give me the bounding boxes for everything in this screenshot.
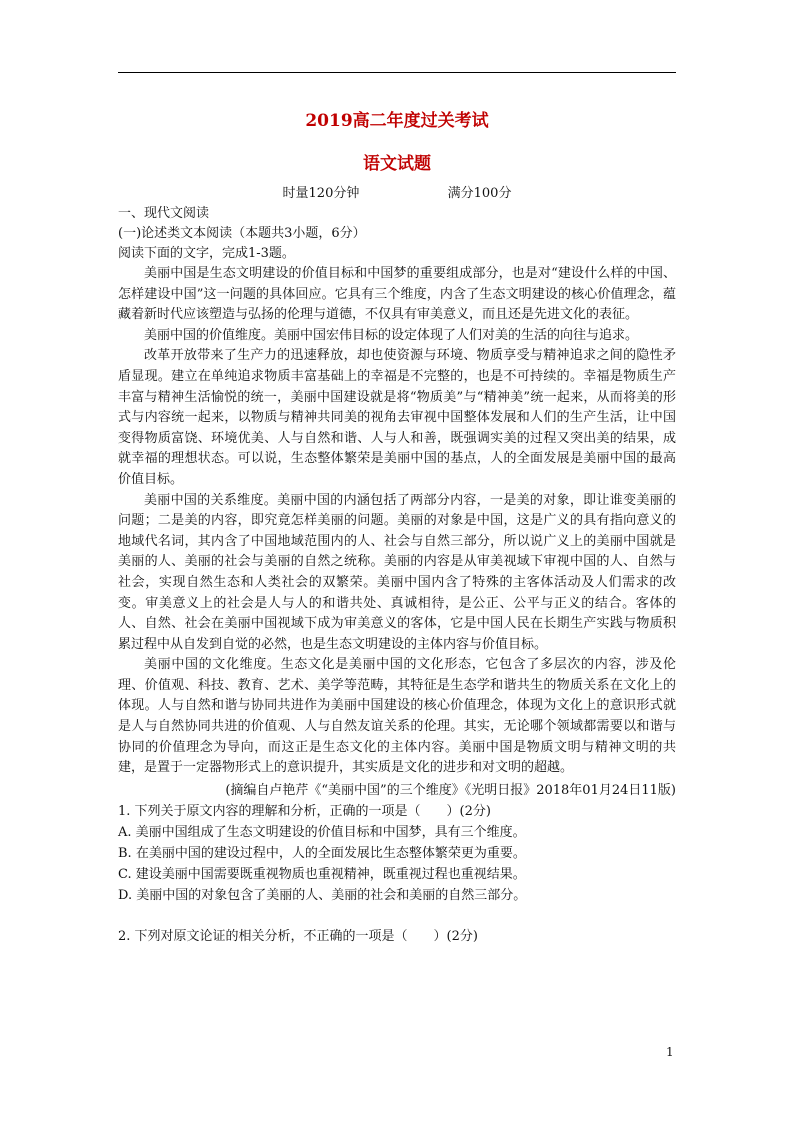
question-1-option-a: A. 美丽中国组成了生态文明建设的价值目标和中国梦，具有三个维度。	[118, 824, 526, 840]
section-subheading: (一)论述类文本阅读（本题共3小题，6分）	[118, 226, 366, 241]
passage-paragraph: 美丽中国的关系维度。美丽中国的内涵包括了两部分内容，一是美的对象，即让谁变美丽的问题；二是美的内容，即究竟怎样美丽的问题。美丽的对象是中国，这是广义的具有指向意义的地域代名词，其内含了中国地域范围内的人、社会与自然三部分，所以说广义上的美丽中国就是美丽的人、美丽的社会与美丽的自然之统称。美丽的内容是从审美视域下审视中国的人、自然与社会，实现自然生态和人类社会的双繁荣。美丽中国内含了特殊的主客体活动及人们需求的改变。审美意义上的社会是人与人的和谐共处、真诚相待，是公正、公平与正义的结合。客体的人、自然、社会在美丽中国视域下成为审美意义的客体，它是中国人民在长期生产实践与物质积累过程中从自发到自觉的必然，也是生态文明建设的主体内容与价值目标。	[118, 492, 676, 652]
exam-meta	[0, 182, 794, 201]
page-number: 1	[666, 1045, 674, 1059]
exam-subtitle: 语文试题	[363, 154, 431, 174]
full-score: 满分100分	[447, 186, 512, 201]
passage-paragraph: 美丽中国的文化维度。生态文化是美丽中国的文化形态，它包含了多层次的内容，涉及伦理、价值观、科技、教育、艺术、美学等范畴，其特征是生态学和谐共生的物质关系在文化上的体现。人与自然和谐与协同共进作为美丽中国建设的核心价值理念，体现为文化上的意识形式就是人与自然协同共进的价值观、人与自然友谊关系的伦理。其实，无论哪个领域都需要以和谐与协同的价值理念为导向，而这正是生态文化的主体内容。美丽中国是物质文明与精神文明的共建，是置于一定器物形式上的意识提升，其实质是文化的进步和对文明的超越。	[118, 657, 676, 776]
header-rule	[118, 72, 676, 73]
question-1-stem: 1. 下列关于原文内容的理解和分析，正确的一项是（ ）(2分)	[118, 803, 491, 819]
time-limit: 时量120分钟	[282, 186, 360, 201]
reading-instruction: 阅读下面的文字，完成1-3题。	[118, 246, 295, 261]
question-1-option-b: B. 在美丽中国的建设过程中，人的全面发展比生态整体繁荣更为重要。	[118, 845, 526, 861]
passage-source: (摘编自卢艳芹《“美丽中国”的三个维度》《光明日报》2018年01月24日11版)	[225, 782, 676, 798]
exam-content	[118, 204, 676, 947]
question-1-option-d: D. 美丽中国的对象包含了美丽的人、美丽的社会和美丽的自然三部分。	[118, 887, 527, 903]
passage-paragraph: 美丽中国是生态文明建设的价值目标和中国梦的重要组成部分，也是对“建设什么样的中国、怎样建设中国”这一问题的具体回应。它具有三个维度，内含了生态文明建设的核心价值理念，蕴藏着新时代应该塑造与弘扬的伦理与道德，不仅具有审美意义，而且还是先进文化的表征。	[118, 266, 676, 323]
question-1-option-c: C. 建设美丽中国需要既重视物质也重视精神，既重视过程也重视结果。	[118, 866, 526, 882]
exam-title: 2019高二年度过关考试	[305, 111, 489, 131]
passage-paragraph: 改革开放带来了生产力的迅速释放，却也使资源与环境、物质享受与精神追求之间的隐性矛盾显现。建立在单纯追求物质丰富基础上的幸福是不完整的，也是不可持续的。幸福是物质生产丰富与精神生活愉悦的统一，美丽中国建设就是将“物质美”与“精神美”统一起来，从而将美的形式与内容统一起来，以物质与精神共同美的视角去审视中国整体发展和人们的生产生活，让中国变得物质富饶、环境优美、人与自然和谐、人与人和善，既强调实美的过程又突出美的结果，成就幸福的理想状态。可以说，生态整体繁荣是美丽中国的基点，人的全面发展是美丽中国的最高价值目标。	[118, 348, 676, 487]
question-2-stem: 2. 下列对原文论证的相关分析，不正确的一项是（ ）(2分)	[118, 928, 478, 944]
section-heading: 一、现代文阅读	[118, 206, 210, 221]
passage-paragraph: 美丽中国的价值维度。美丽中国宏伟目标的设定体现了人们对美的生活的向往与追求。	[144, 327, 639, 343]
